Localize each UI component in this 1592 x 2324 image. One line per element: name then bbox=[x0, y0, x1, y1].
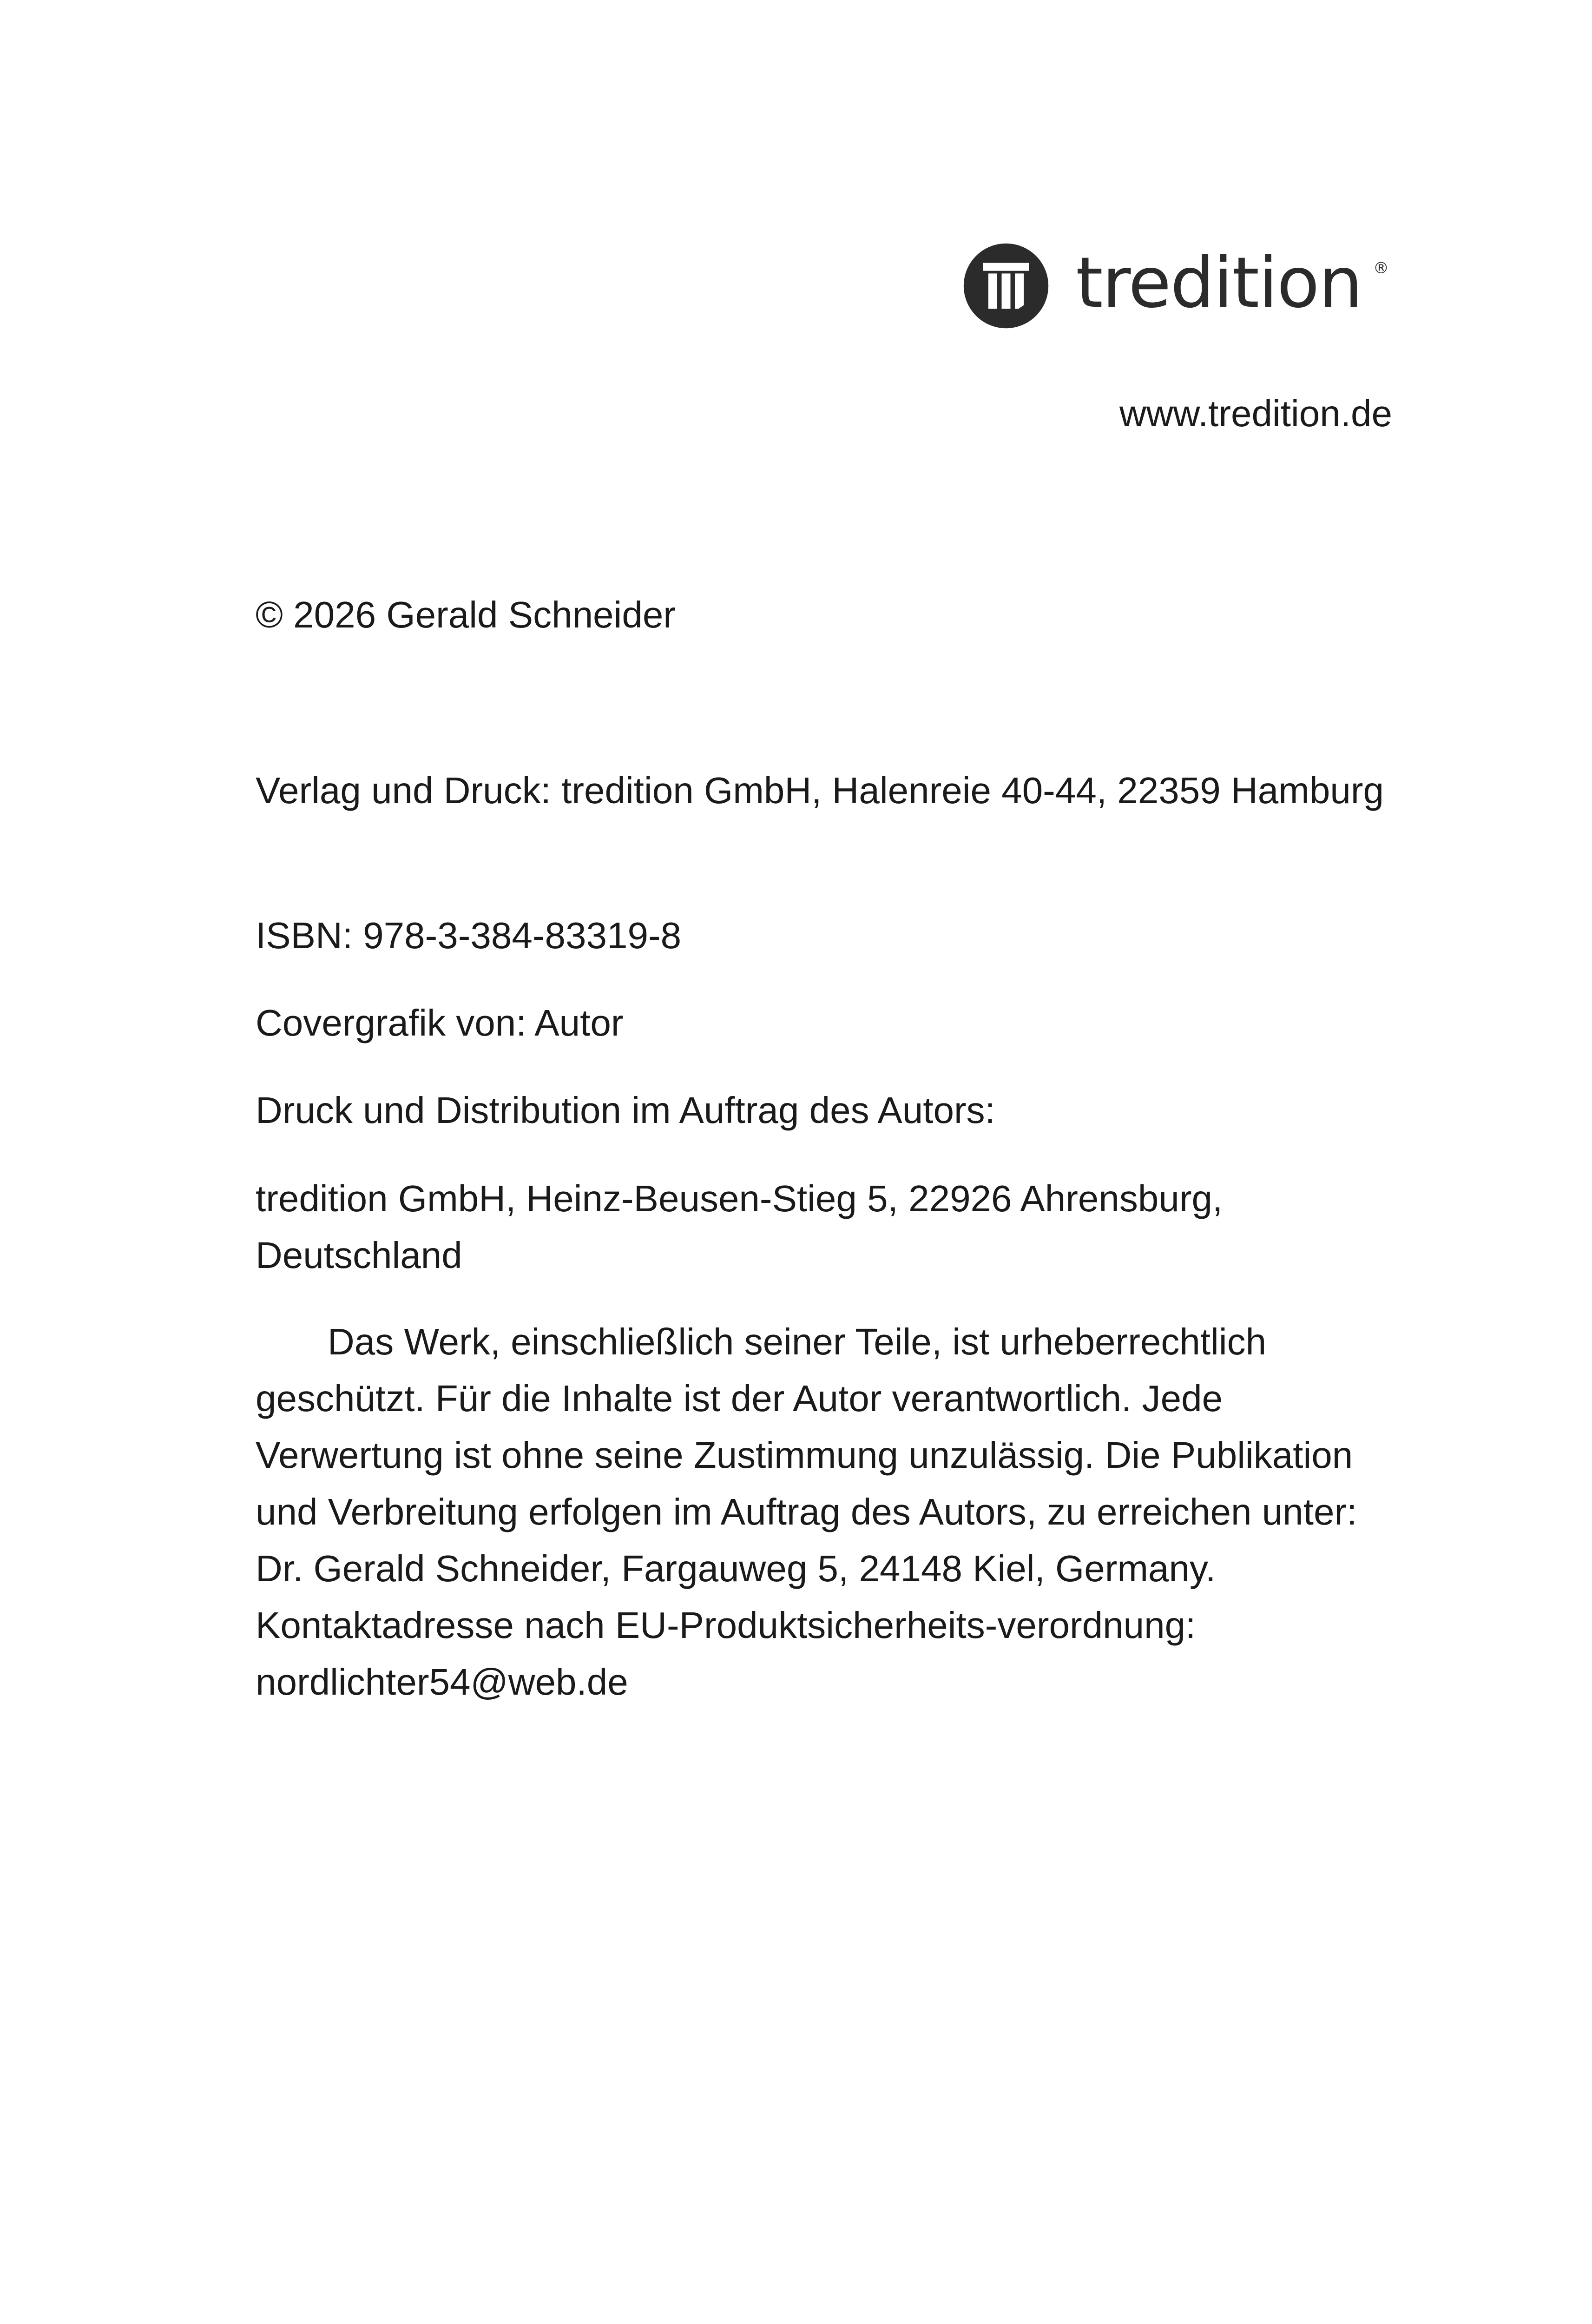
publisher-website: www.tredition.de bbox=[1119, 393, 1392, 434]
imprint-line: Verlag und Druck: tredition GmbH, Halenreie 40-44, 22359 Hamburg bbox=[256, 770, 1384, 811]
distribution-address: tredition GmbH, Heinz-Beusen-Stieg 5, 22926 Ahrensburg, Deutschland bbox=[256, 1178, 1223, 1276]
publisher-logo-text: tredition bbox=[1076, 243, 1362, 324]
legal-notice: Das Werk, einschließlich seiner Teile, ist urheberrechtlich geschützt. Für die Inhalte ist der Autor verantwortlich. Jede Verwertung ist ohne seine Zustimmung unzulässig. Die Publikation und Verbreitung erfolgen im Auftrag des Autors, zu erreichen unter: Dr. Gerald Schneider, Fargauweg 5, 24148 Kiel, Germany. Kontaktadresse nach EU-Produktsicherheits-verordnung: nordlichter54@web.de bbox=[256, 1321, 1357, 1703]
copyright-line: © 2026 Gerald Schneider bbox=[256, 594, 676, 635]
registered-mark: ® bbox=[1373, 259, 1389, 277]
publisher-logo bbox=[962, 242, 1362, 330]
isbn-line: ISBN: 978-3-384-83319-8 bbox=[256, 915, 682, 956]
distribution-label: Druck und Distribution im Auftrag des Autors: bbox=[256, 1089, 995, 1131]
cover-credit: Covergrafik von: Autor bbox=[256, 1002, 624, 1043]
tredition-logo-icon bbox=[962, 242, 1050, 330]
